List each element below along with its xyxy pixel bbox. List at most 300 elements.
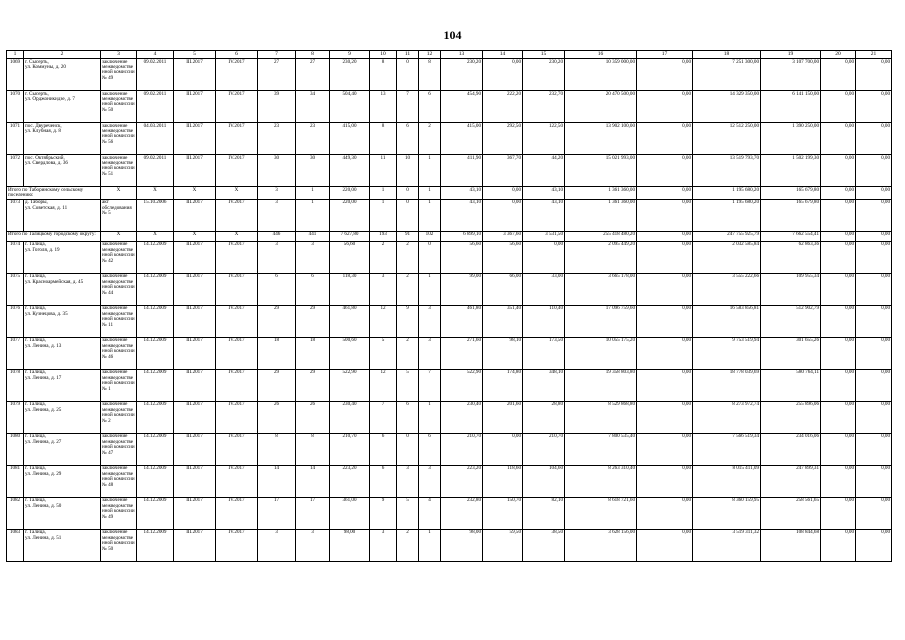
table-cell: 16 583 856,81 [693, 305, 761, 337]
column-number: 4 [137, 51, 174, 59]
table-cell: 0,00 [856, 273, 892, 305]
table-cell: 210,70 [523, 433, 565, 465]
table-cell: 461,80 [441, 305, 483, 337]
table-cell: X [137, 187, 174, 200]
address-line: г. Талица, [25, 529, 46, 536]
address-cell [24, 305, 101, 337]
table-cell: 449,30 [330, 155, 370, 187]
table-cell: 454,90 [441, 91, 483, 123]
table-cell: 6 [370, 465, 397, 497]
table-cell: заключение межведомственной комиссии № 50 [101, 529, 137, 561]
table-cell: 1 [370, 187, 397, 200]
table-cell: заключение межведомственной комиссии № 50 [101, 91, 137, 123]
table-row [7, 91, 892, 123]
table-cell: заключение межведомственной комиссии № 47 [101, 433, 137, 465]
table-cell: заключение межведомственной комиссии № 46 [101, 337, 137, 369]
table-cell: 0 [419, 241, 441, 273]
table-cell: 0,00 [637, 91, 693, 123]
table-cell: 8 263 310,40 [565, 465, 637, 497]
table-cell: 0,00 [821, 241, 856, 273]
table-cell: 0,00 [483, 433, 523, 465]
address-line: ул. Советская, д. 11 [25, 204, 68, 211]
table-cell: 6 [397, 123, 419, 155]
row-number: 1073 [7, 199, 24, 231]
table-cell: 2 [370, 241, 397, 273]
table-cell: 351,40 [483, 305, 523, 337]
table-cell: 98,00 [441, 529, 483, 561]
table-cell: 8 273 972,74 [693, 401, 761, 433]
table-cell: 2 [397, 337, 419, 369]
table-cell: 10 055 175,20 [565, 337, 637, 369]
table-cell: 5 [370, 337, 397, 369]
address-line: д. Таборы, [25, 199, 48, 206]
subtotal-label: Итого по Талицкому городскому округу: [7, 231, 101, 241]
table-cell: 2 [397, 529, 419, 561]
table-cell: 367,70 [483, 155, 523, 187]
table-cell: 6 141 150,00 [761, 91, 821, 123]
table-cell: IV.2017 [216, 273, 258, 305]
table-cell: заключение межведомственной комиссии № 11 [101, 305, 137, 337]
table-cell: заключение межведомственной комиссии № 1 [101, 369, 137, 401]
table-cell: 29 [296, 369, 330, 401]
table-row [7, 273, 892, 305]
table-cell: 0,00 [821, 59, 856, 91]
table-cell: 04.03.2011 [137, 123, 174, 155]
address-line: ул. Свердлова, д. 36 [25, 159, 68, 166]
table-cell: 271,60 [441, 337, 483, 369]
table-cell: X [101, 231, 137, 241]
table-cell: 108 844,68 [761, 529, 821, 561]
table-cell: 0,00 [637, 241, 693, 273]
table-cell: 3 [258, 529, 296, 561]
table-cell: 104,60 [523, 465, 565, 497]
column-number: 13 [441, 51, 483, 59]
table-cell: 14.12.2009 [137, 305, 174, 337]
table-row [7, 369, 892, 401]
column-number: 10 [370, 51, 397, 59]
table-cell: 580 764,11 [761, 369, 821, 401]
column-number: 1 [7, 51, 24, 59]
table-cell: 193 [370, 231, 397, 241]
table-cell: 102 [419, 231, 441, 241]
table-cell: 0,00 [856, 123, 892, 155]
table-cell: 14 329 350,00 [693, 91, 761, 123]
column-number: 5 [174, 51, 216, 59]
table-cell: X [174, 231, 216, 241]
table-cell: 109 955,34 [761, 273, 821, 305]
table-cell: 0,00 [821, 401, 856, 433]
table-cell: 1 502 199,30 [761, 155, 821, 187]
address-line: г. Сысерть, [25, 58, 49, 65]
table-cell: заключение межведомственной комиссии № 56 [101, 123, 137, 155]
table-row [7, 337, 892, 369]
table-cell: IV.2017 [216, 369, 258, 401]
table-cell: III.2017 [174, 497, 216, 529]
table-cell: 255 418 480,20 [565, 231, 637, 241]
table-cell: 1 [419, 187, 441, 200]
column-number: 11 [397, 51, 419, 59]
table-cell: 0,00 [821, 123, 856, 155]
table-cell: 441 [296, 231, 330, 241]
table-cell: 30 [258, 155, 296, 187]
table-cell: 14.12.2009 [137, 241, 174, 273]
table-cell: 0,00 [856, 369, 892, 401]
table-cell: 4 [419, 497, 441, 529]
table-cell: 56,60 [483, 241, 523, 273]
table-cell: 10 [397, 155, 419, 187]
table-cell: 522,90 [441, 369, 483, 401]
table-cell: 230,20 [330, 59, 370, 91]
column-number: 17 [637, 51, 693, 59]
row-number: 1072 [7, 155, 24, 187]
address-line: пос. Октябрьский, [25, 154, 65, 161]
table-cell: 7 800 535,40 [565, 433, 637, 465]
address-cell [24, 497, 101, 529]
address-line: ул. Ленина, д. 50 [25, 502, 62, 509]
table-cell: 18 [258, 337, 296, 369]
table-cell: 33,00 [523, 273, 565, 305]
table-cell: 7 [370, 401, 397, 433]
address-cell [24, 465, 101, 497]
column-number: 8 [296, 51, 330, 59]
table-cell: III.2017 [174, 155, 216, 187]
table-cell: 8 360 159,95 [693, 497, 761, 529]
table-cell: 0,00 [856, 187, 892, 200]
table-cell: заключение межведомственной комиссии № 2 [101, 401, 137, 433]
table-cell: 461,80 [330, 305, 370, 337]
table-cell: 1 195 680,20 [693, 199, 761, 231]
column-number: 15 [523, 51, 565, 59]
table-cell: 0,00 [856, 241, 892, 273]
column-number: 6 [216, 51, 258, 59]
table-cell: 165 679,80 [761, 187, 821, 200]
table-cell: 118,60 [483, 465, 523, 497]
table-cell: заключение межведомственной комиссии № 49 [101, 59, 137, 91]
table-cell: 301 655,26 [761, 337, 821, 369]
address-line: ул. Красноармейская, д. 45 [25, 278, 84, 285]
table-cell: 6 [419, 433, 441, 465]
table-row [7, 465, 892, 497]
table-cell: 14.12.2009 [137, 369, 174, 401]
address-line: ул. Ленина, д. 25 [25, 406, 62, 413]
table-cell: 0,00 [637, 465, 693, 497]
address-cell [24, 155, 101, 187]
table-cell: 3 [419, 465, 441, 497]
table-cell: IV.2017 [216, 337, 258, 369]
table-row [7, 401, 892, 433]
table-cell: заключение межведомственной комиссии № 51 [101, 155, 137, 187]
table-cell: 1 361 360,00 [565, 187, 637, 200]
table-cell: 230,40 [441, 401, 483, 433]
table-cell: 0,00 [856, 59, 892, 91]
address-line: ул. Коммуны, д. 20 [25, 63, 66, 70]
row-number: 1082 [7, 497, 24, 529]
table-cell: 56,60 [330, 241, 370, 273]
table-cell: 0,00 [856, 465, 892, 497]
table-cell: 14 [258, 465, 296, 497]
table-cell: III.2017 [174, 241, 216, 273]
address-cell [24, 401, 101, 433]
table-cell: 12 [370, 369, 397, 401]
address-cell [24, 433, 101, 465]
table-cell: IV.2017 [216, 59, 258, 91]
table-cell: заключение межведомственной комиссии № 49 [101, 497, 137, 529]
table-cell: 1 [419, 529, 441, 561]
table-cell: 230,20 [523, 59, 565, 91]
table-cell: 44,20 [523, 155, 565, 187]
table-cell: 2 [397, 273, 419, 305]
table-cell: X [101, 187, 137, 200]
address-cell [24, 273, 101, 305]
table-cell: X [216, 231, 258, 241]
table-cell: 0,00 [856, 497, 892, 529]
table-cell: IV.2017 [216, 305, 258, 337]
table-cell: 3 [370, 529, 397, 561]
row-number: 1083 [7, 529, 24, 561]
table-cell: 1 [296, 199, 330, 231]
table-cell: IV.2017 [216, 465, 258, 497]
page-number: 104 [443, 28, 462, 42]
address-cell [24, 241, 101, 273]
table-cell: III.2017 [174, 369, 216, 401]
table-cell: 234 016,06 [761, 433, 821, 465]
address-line: г. Талица, [25, 401, 46, 408]
table-cell: 0,00 [637, 123, 693, 155]
table-cell: IV.2017 [216, 199, 258, 231]
table-cell: 292,50 [483, 123, 523, 155]
table-cell: 6 [397, 401, 419, 433]
table-cell: 7 [419, 369, 441, 401]
table-cell: 12 [370, 305, 397, 337]
table-cell: 8 529 868,80 [565, 401, 637, 433]
table-cell: 348,10 [523, 369, 565, 401]
table-cell: 09.02.2011 [137, 155, 174, 187]
table-cell: заключение межведомственной комиссии № 48 [101, 465, 137, 497]
table-cell: 2 [419, 123, 441, 155]
subtotal-row [7, 231, 892, 241]
address-line: г. Талица, [25, 465, 46, 472]
table-row [7, 123, 892, 155]
table-cell: 222,20 [483, 91, 523, 123]
address-line: г. Талица, [25, 433, 46, 440]
table-cell: 8 618 721,60 [565, 497, 637, 529]
table-cell: 0,00 [821, 231, 856, 241]
table-cell: 13 902 100,00 [565, 123, 637, 155]
table-cell: 6 [296, 273, 330, 305]
table-cell: 122,50 [523, 123, 565, 155]
column-number: 2 [24, 51, 101, 59]
table-cell: 43,10 [523, 199, 565, 231]
table-cell: 210,70 [441, 433, 483, 465]
table-body [7, 51, 892, 562]
table-cell: III.2017 [174, 465, 216, 497]
table-cell: 504,40 [330, 91, 370, 123]
table-cell: 09.02.2011 [137, 91, 174, 123]
table-cell: 0,00 [856, 91, 892, 123]
column-number-row [7, 51, 892, 59]
table-cell: 91 [397, 231, 419, 241]
table-cell: 8 015 411,09 [693, 465, 761, 497]
table-cell: 0,00 [821, 155, 856, 187]
address-line: г. Талица, [25, 497, 46, 504]
table-cell: 0,00 [483, 59, 523, 91]
table-cell: 1 [419, 199, 441, 231]
table-cell: 09.02.2011 [137, 59, 174, 91]
table-cell: 5 [397, 497, 419, 529]
table-cell: III.2017 [174, 433, 216, 465]
table-cell: 39 [258, 91, 296, 123]
table-cell: 3 [370, 273, 397, 305]
table-cell: 247 755 925,79 [693, 231, 761, 241]
column-number: 19 [761, 51, 821, 59]
table-cell: III.2017 [174, 59, 216, 91]
table-cell: 2 [397, 241, 419, 273]
table-cell: 23 [296, 123, 330, 155]
table-cell: 3 628 156,00 [565, 529, 637, 561]
table-cell: 27 [296, 59, 330, 91]
table-cell: 0,00 [821, 199, 856, 231]
table-cell: 220,00 [330, 199, 370, 231]
table-cell: X [137, 231, 174, 241]
table-cell: 0,00 [637, 199, 693, 231]
table-row [7, 305, 892, 337]
table-cell: 0 [397, 187, 419, 200]
row-number: 1079 [7, 401, 24, 433]
address-line: ул. Ленина, д. 17 [25, 374, 62, 381]
table-cell: 173,50 [523, 337, 565, 369]
table-cell: 0,00 [637, 273, 693, 305]
table-cell: 0,00 [821, 497, 856, 529]
table-cell: 34 [296, 91, 330, 123]
table-cell: 3 367,60 [483, 231, 523, 241]
table-cell: 43,10 [441, 199, 483, 231]
table-row [7, 529, 892, 561]
table-cell: 3 [296, 529, 330, 561]
table-cell: 30 [296, 155, 330, 187]
table-cell: 6 [258, 273, 296, 305]
table-cell: 3 [258, 241, 296, 273]
table-cell: IV.2017 [216, 123, 258, 155]
row-number: 1076 [7, 305, 24, 337]
table-cell: 415,00 [330, 123, 370, 155]
table-cell: 232,80 [441, 497, 483, 529]
table-cell: 0,00 [856, 199, 892, 231]
row-number: 1075 [7, 273, 24, 305]
table-cell: акт обследования № 5 [101, 199, 137, 231]
column-number: 21 [856, 51, 892, 59]
address-cell [24, 529, 101, 561]
table-cell: 0,00 [637, 529, 693, 561]
table-cell: 13 519 793,70 [693, 155, 761, 187]
table-cell: IV.2017 [216, 401, 258, 433]
table-cell: 0,00 [821, 433, 856, 465]
table-cell: 29 [258, 369, 296, 401]
table-cell: IV.2017 [216, 433, 258, 465]
address-line: ул. Ленина, д. 51 [25, 534, 62, 541]
table-cell: 500,60 [330, 337, 370, 369]
table-cell: 1 [370, 199, 397, 231]
column-number: 20 [821, 51, 856, 59]
table-cell: III.2017 [174, 529, 216, 561]
table-cell: 0,00 [637, 155, 693, 187]
table-cell: 98,10 [483, 337, 523, 369]
table-cell: 3 665 178,00 [565, 273, 637, 305]
table-cell: 9 [397, 305, 419, 337]
table-cell: 232,70 [523, 91, 565, 123]
table-cell: 9 [370, 497, 397, 529]
table-cell: III.2017 [174, 273, 216, 305]
table-cell: 446 [258, 231, 296, 241]
address-line: ул. Гоголя, д. 19 [25, 246, 60, 253]
table-cell: 28,80 [523, 401, 565, 433]
address-line: г. Сысерть, [25, 90, 49, 97]
table-cell: 3 [296, 241, 330, 273]
table-cell: 0,00 [821, 337, 856, 369]
address-line: ул. Ленина, д. 29 [25, 470, 62, 477]
table-cell: 3 531,50 [523, 231, 565, 241]
table-cell: 17 [258, 497, 296, 529]
address-line: г. Талица, [25, 337, 46, 344]
table-cell: 14.12.2009 [137, 273, 174, 305]
table-row [7, 155, 892, 187]
address-cell [24, 91, 101, 123]
table-cell: 18 778 039,69 [693, 369, 761, 401]
table-cell: 0,00 [821, 305, 856, 337]
address-line: ул. Кузнецова, д. 35 [25, 310, 68, 317]
table-cell: 14.12.2009 [137, 401, 174, 433]
table-cell: 165 679,80 [761, 199, 821, 231]
table-cell: 1 [419, 401, 441, 433]
table-cell: 0,00 [637, 369, 693, 401]
table-cell: 8 [419, 59, 441, 91]
address-line: ул. Ленина, д. 27 [25, 438, 62, 445]
table-cell: 3 [419, 337, 441, 369]
column-number: 9 [330, 51, 370, 59]
table-cell: 0,00 [637, 433, 693, 465]
table-cell: 0,00 [856, 337, 892, 369]
table-cell: 38,50 [523, 529, 565, 561]
table-cell: 14.12.2009 [137, 433, 174, 465]
table-cell: 0,00 [637, 231, 693, 241]
address-cell [24, 123, 101, 155]
row-number: 1081 [7, 465, 24, 497]
table-cell: заключение межведомственной комиссии № 44 [101, 273, 137, 305]
table-cell: 3 [419, 305, 441, 337]
table-cell: 220,00 [330, 187, 370, 200]
table-cell: 1 [419, 273, 441, 305]
table-cell: 0,00 [637, 401, 693, 433]
table-cell: 29 [296, 305, 330, 337]
table-cell: 0,00 [856, 433, 892, 465]
table-cell: 411,90 [441, 155, 483, 187]
table-cell: 3 [258, 187, 296, 200]
address-line: г. Талица, [25, 369, 46, 376]
table-cell: 0,00 [523, 241, 565, 273]
table-cell: 6 [370, 433, 397, 465]
table-cell: 14.12.2009 [137, 337, 174, 369]
table-cell: 26 [296, 401, 330, 433]
table-cell: 17 [296, 497, 330, 529]
table-cell: 512 902,79 [761, 305, 821, 337]
table-cell: IV.2017 [216, 155, 258, 187]
table-cell: 3 555 222,66 [693, 273, 761, 305]
table-cell: 14 [296, 465, 330, 497]
table-cell: 0,00 [637, 497, 693, 529]
table-cell: 12 512 250,00 [693, 123, 761, 155]
subtotal-row [7, 187, 892, 200]
table-cell: 99,00 [441, 273, 483, 305]
table-cell: IV.2017 [216, 529, 258, 561]
